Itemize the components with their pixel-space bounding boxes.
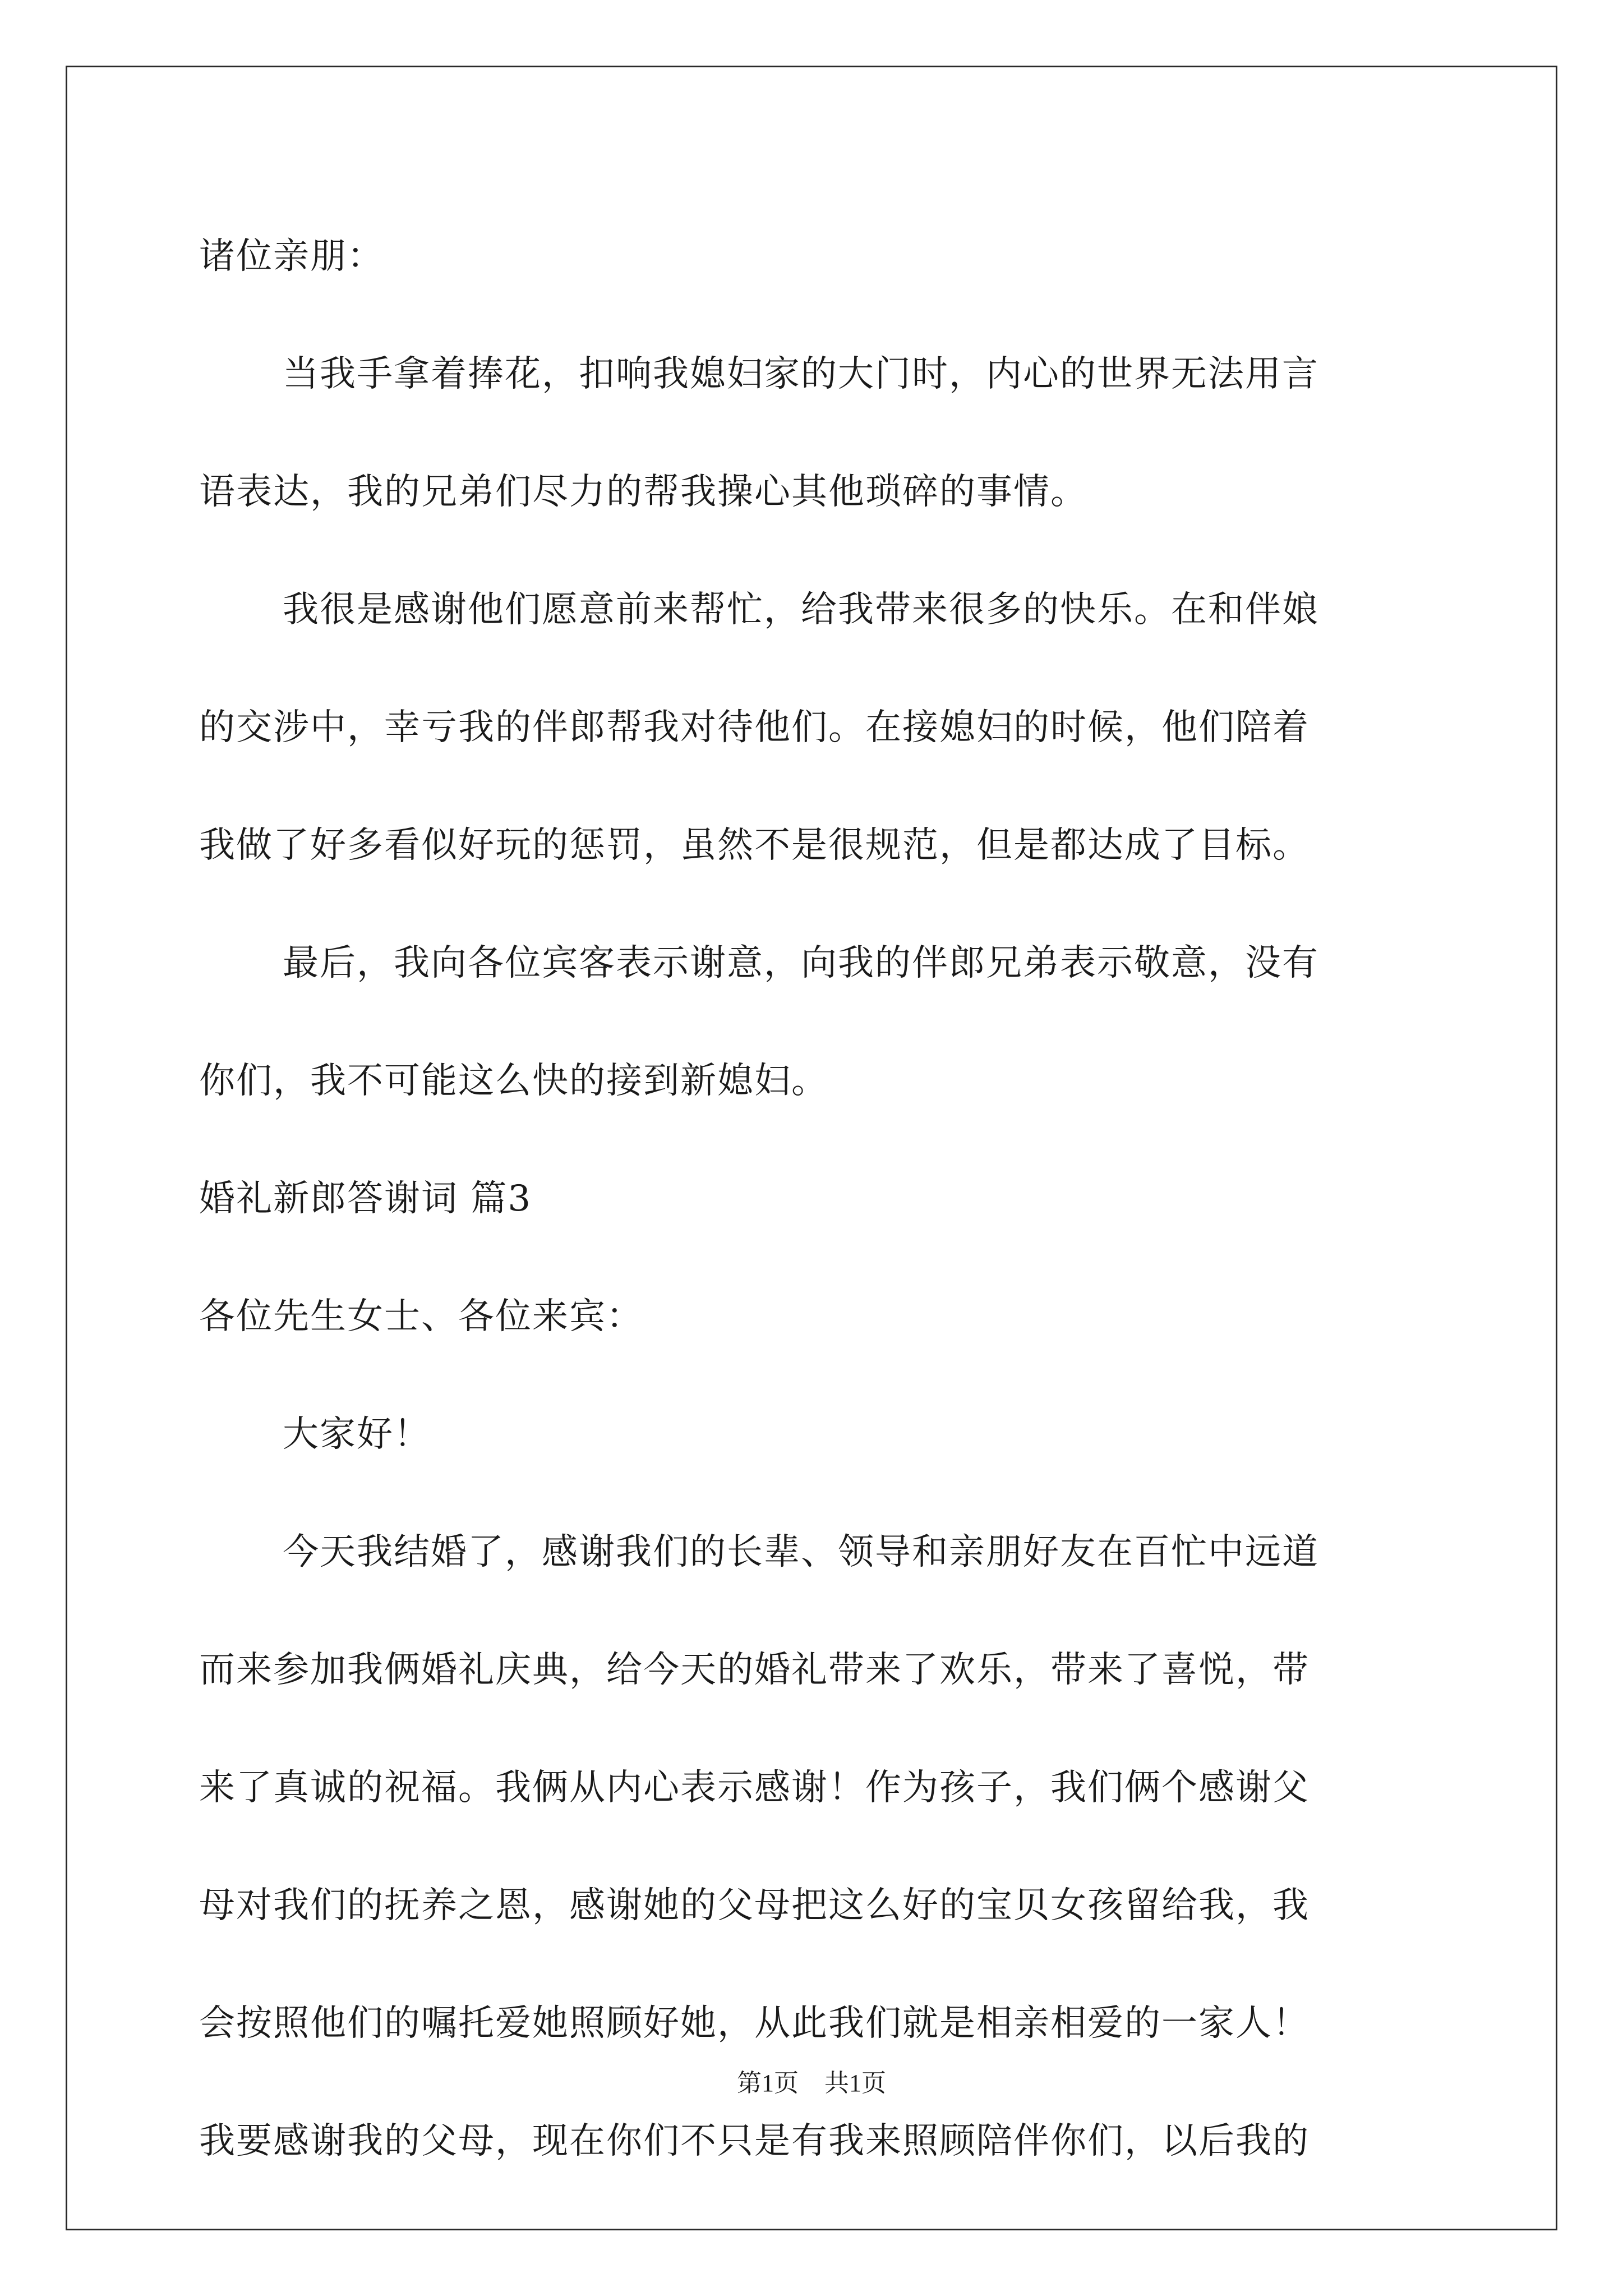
paragraph-line: 我做了好多看似好玩的惩罚，虽然不是很规范，但是都达成了目标。	[199, 825, 1310, 866]
paragraph-line: 我很是感谢他们愿意前来帮忙，给我带来很多的快乐。在和伴娘	[283, 589, 1319, 631]
page-number-current: 第1页	[737, 2069, 799, 2097]
section-heading: 婚礼新郎答谢词 篇3	[199, 1178, 532, 1220]
paragraph-line: 母对我们的抚养之恩，感谢她的父母把这么好的宝贝女孩留给我，我	[199, 1885, 1310, 1926]
paragraph-line: 会按照他们的嘱托爱她照顾好她，从此我们就是相亲相爱的一家人！	[199, 2003, 1310, 2044]
paragraph-line: 而来参加我俩婚礼庆典，给今天的婚礼带来了欢乐，带来了喜悦，带	[199, 1649, 1310, 1691]
paragraph-line: 你们，我不可能这么快的接到新媳妇。	[199, 1060, 828, 1102]
salutation-line: 诸位亲朋：	[199, 236, 384, 277]
greeting-line: 大家好！	[283, 1414, 431, 1455]
paragraph-line: 语表达，我的兄弟们尽力的帮我操心其他琐碎的事情。	[199, 471, 1087, 513]
paragraph-line: 的交涉中，幸亏我的伴郎帮我对待他们。在接媳妇的时候，他们陪着	[199, 707, 1310, 748]
paragraph-line: 我要感谢我的父母，现在你们不只是有我来照顾陪伴你们，以后我的	[199, 2120, 1310, 2162]
paragraph-line: 来了真诚的祝福。我俩从内心表示感谢！作为孩子，我们俩个感谢父	[199, 1767, 1310, 1809]
paragraph-line: 当我手拿着捧花，扣响我媳妇家的大门时，内心的世界无法用言	[283, 353, 1319, 395]
paragraph-line: 最后，我向各位宾客表示谢意，向我的伴郎兄弟表示敬意，没有	[283, 942, 1319, 984]
page-footer	[0, 2067, 1623, 2100]
document-body	[199, 197, 1424, 2200]
salutation-line: 各位先生女士、各位来宾：	[199, 1296, 643, 1337]
page-number-total: 共1页	[824, 2069, 886, 2097]
paragraph-line: 今天我结婚了，感谢我们的长辈、领导和亲朋好友在百忙中远道	[283, 1531, 1319, 1573]
